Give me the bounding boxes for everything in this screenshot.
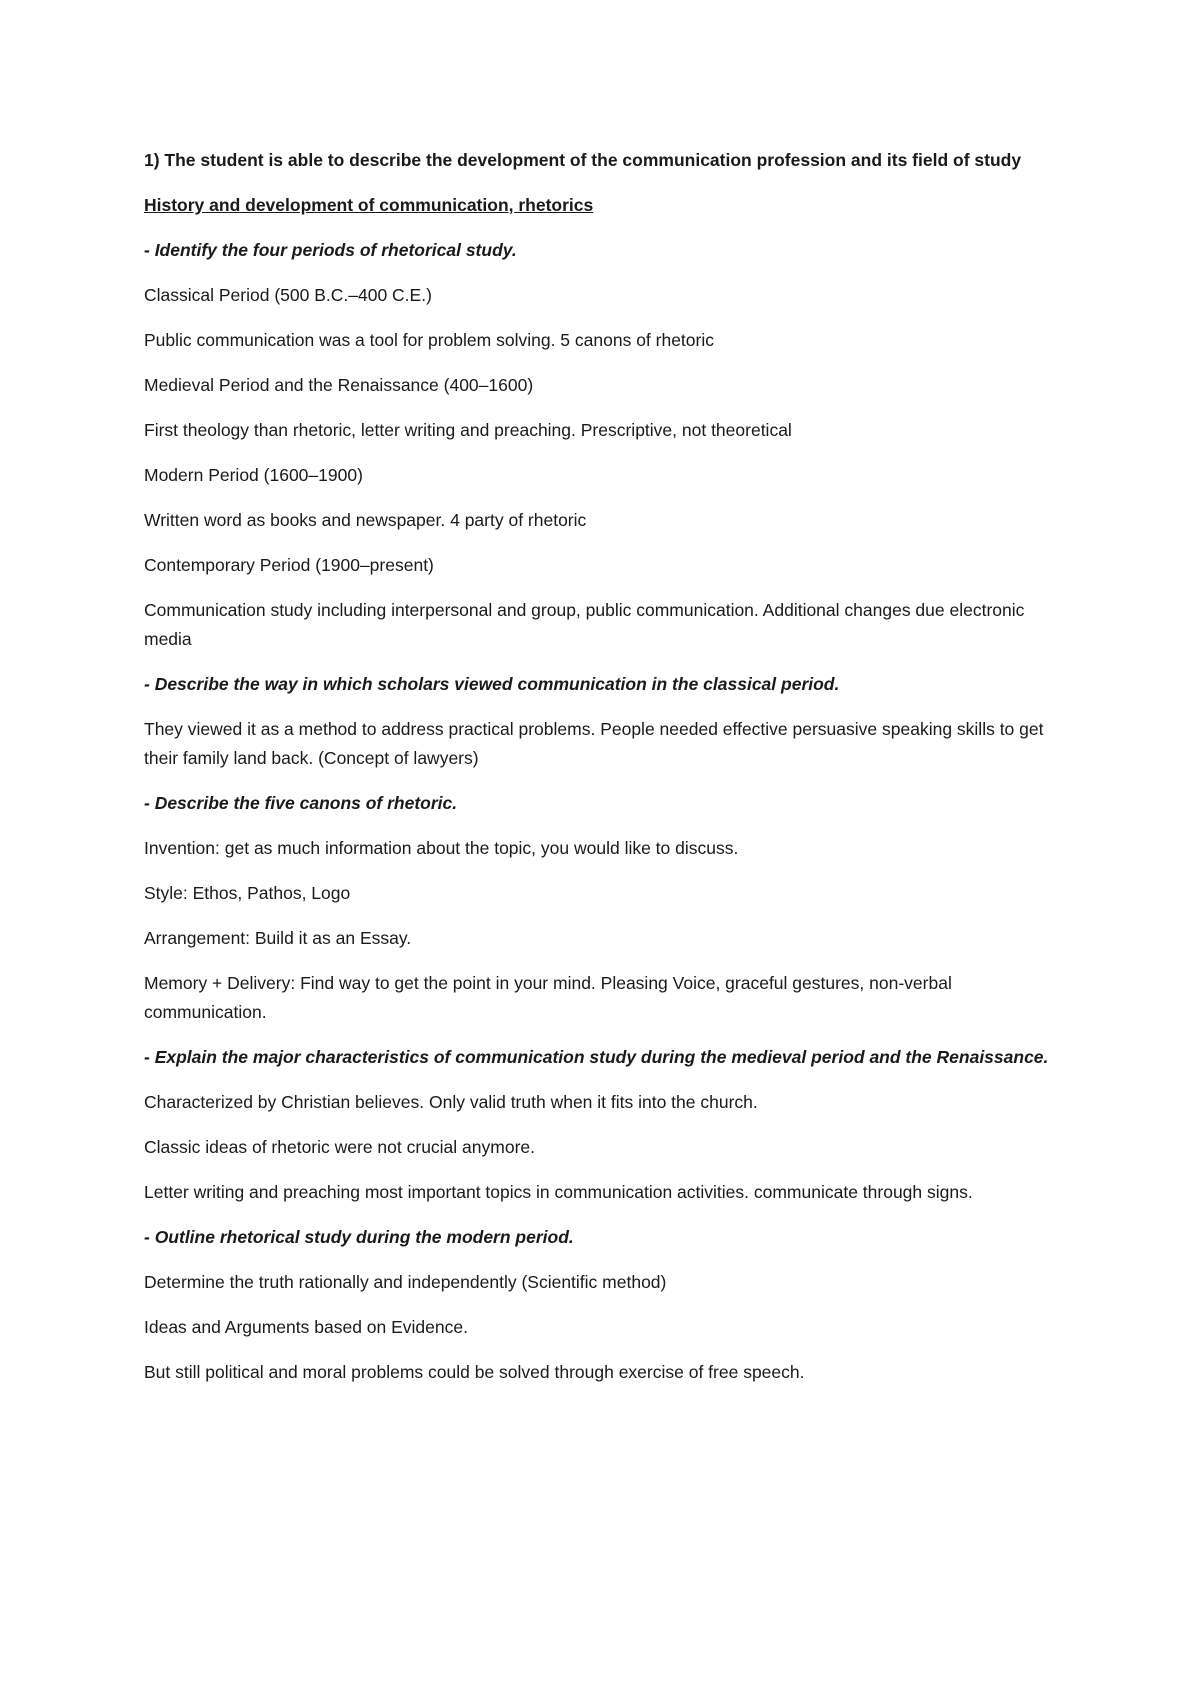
- paragraph: Communication study including interpersonal and group, public communication. Additional changes due electronic media: [144, 600, 1025, 649]
- paragraph: Modern Period (1600–1900): [144, 465, 363, 485]
- paragraph: First theology than rhetoric, letter writing and preaching. Prescriptive, not theoretical: [144, 420, 792, 440]
- paragraph: Classic ideas of rhetoric were not crucial anymore.: [144, 1137, 535, 1157]
- paragraph: Invention: get as much information about the topic, you would like to discuss.: [144, 838, 739, 858]
- study-question: - Describe the five canons of rhetoric.: [144, 793, 458, 813]
- paragraph: Contemporary Period (1900–present): [144, 555, 434, 575]
- paragraph: Classical Period (500 B.C.–400 C.E.): [144, 285, 432, 305]
- study-question: - Identify the four periods of rhetorical study.: [144, 240, 517, 260]
- study-question: - Outline rhetorical study during the modern period.: [144, 1227, 574, 1247]
- paragraph: Public communication was a tool for problem solving. 5 canons of rhetoric: [144, 330, 714, 350]
- document-body: [144, 236, 1070, 1387]
- paragraph: Characterized by Christian believes. Only valid truth when it fits into the church.: [144, 1092, 758, 1112]
- section-title: History and development of communication, rhetorics: [144, 195, 594, 215]
- document-content: [144, 146, 1070, 1403]
- paragraph: Arrangement: Build it as an Essay.: [144, 928, 412, 948]
- paragraph: Determine the truth rationally and independently (Scientific method): [144, 1272, 667, 1292]
- paragraph: They viewed it as a method to address practical problems. People needed effective persuasive speaking skills to get their family land back. (Concept of lawyers): [144, 719, 1044, 768]
- paragraph: But still political and moral problems could be solved through exercise of free speech.: [144, 1362, 805, 1382]
- paragraph: Memory + Delivery: Find way to get the point in your mind. Pleasing Voice, graceful gestures, non-verbal communication.: [144, 973, 952, 1022]
- study-question: - Describe the way in which scholars viewed communication in the classical period.: [144, 674, 840, 694]
- paragraph: Style: Ethos, Pathos, Logo: [144, 883, 351, 903]
- paragraph: Ideas and Arguments based on Evidence.: [144, 1317, 468, 1337]
- study-question: - Explain the major characteristics of communication study during the medieval period and the Renaissance.: [144, 1047, 1049, 1067]
- document-heading: 1) The student is able to describe the development of the communication profession and its field of study: [144, 150, 1022, 170]
- paragraph: Written word as books and newspaper. 4 party of rhetoric: [144, 510, 587, 530]
- paragraph: Medieval Period and the Renaissance (400–1600): [144, 375, 534, 395]
- paragraph: Letter writing and preaching most important topics in communication activities. communicate through signs.: [144, 1182, 973, 1202]
